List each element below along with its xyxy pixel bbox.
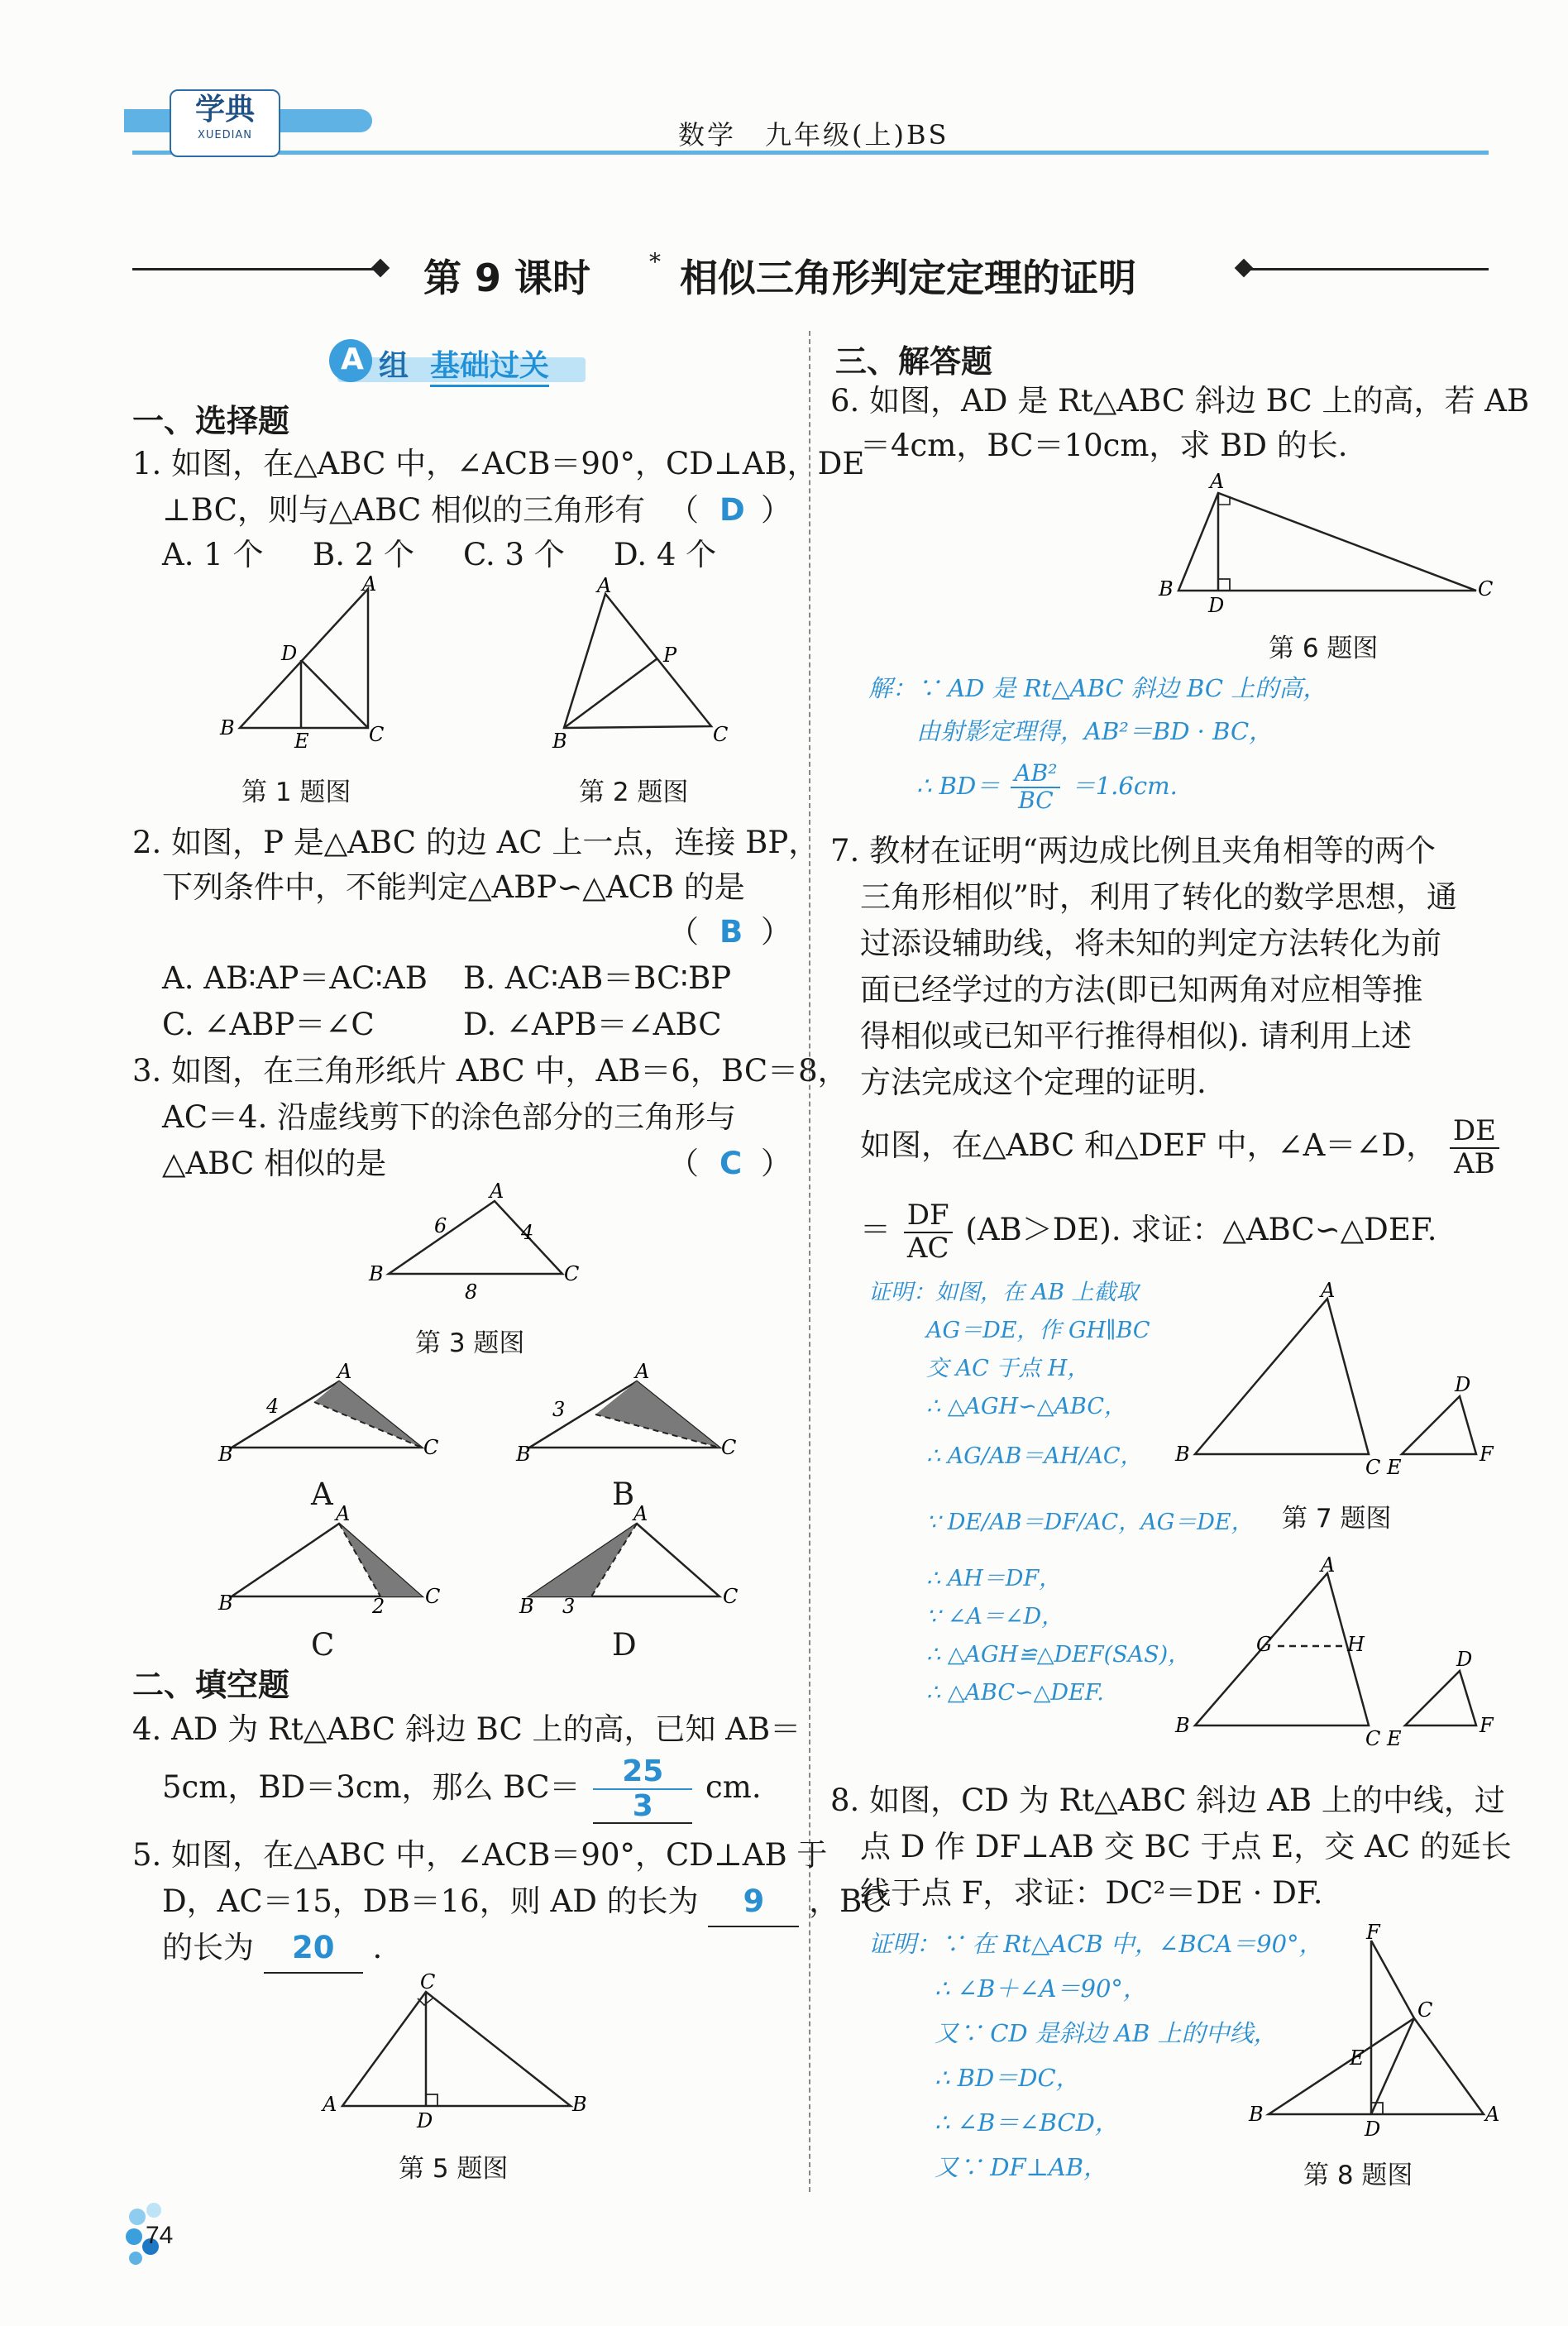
group-badge	[329, 339, 586, 387]
q7-given-line1	[860, 1108, 1503, 1183]
q7-triangle-def	[1402, 1396, 1476, 1454]
svg-text:C: C	[1365, 1456, 1381, 1479]
q7-proof-line5: ∴ AG/AB＝AH/AC，	[926, 1443, 1143, 1469]
svg-text:H: H	[1347, 1633, 1365, 1656]
figure-q7-lower	[1170, 1555, 1501, 1754]
q6-solution-result: ＝1.6cm.	[1071, 772, 1178, 800]
svg-text:C: C	[425, 1585, 441, 1608]
svg-text:D: D	[1456, 1648, 1473, 1671]
figure-q3	[364, 1180, 595, 1307]
q3-option-c-figure	[215, 1502, 447, 1618]
q3-option-b-shade	[595, 1381, 719, 1448]
q8-triangle-abc	[1269, 2018, 1484, 2114]
svg-text:D: D	[1208, 594, 1225, 617]
q6-line2: ＝4cm，BC＝10cm，求 BD 的长.	[860, 428, 1348, 463]
q3-label-bc: 8	[465, 1280, 478, 1304]
svg-text:P: P	[663, 644, 677, 667]
q8-proof-line5: ∴ ∠B＝∠BCD，	[935, 2108, 1119, 2137]
q1-option-c: C. 3 个	[463, 537, 565, 572]
q7-line6: 方法完成这个定理的证明.	[860, 1065, 1207, 1100]
q4-line2	[162, 1755, 762, 1824]
section-answer: 三、解答题	[835, 343, 993, 380]
q7-proof-line3: 交 AC 于点 H，	[926, 1356, 1090, 1381]
q7-given-line2	[860, 1193, 1437, 1267]
svg-text:C: C	[1478, 577, 1494, 601]
svg-text:A: A	[635, 1360, 650, 1383]
q3-option-d-letter: D	[612, 1627, 637, 1663]
q7-proof-line8: ∵ ∠A＝∠D，	[926, 1604, 1064, 1630]
q7-proof-line2: AG＝DE，作 GH∥BC	[926, 1318, 1150, 1343]
q8-proof-line3: 又∵ CD 是斜边 AB 上的中线，	[935, 2019, 1278, 2047]
q5-line2-tail: ，BC	[809, 1883, 887, 1919]
q3-line1: 3. 如图，在三角形纸片 ABC 中，AB＝6，BC＝8，	[132, 1053, 849, 1089]
q3-figure-caption: 第 3 题图	[415, 1328, 525, 1358]
q6-solution-fraction	[1011, 761, 1060, 814]
figure-q8	[1249, 1921, 1500, 2142]
svg-text:A: A	[337, 1360, 352, 1383]
svg-text:C: C	[369, 723, 385, 746]
q1-option-a: A. 1 个	[162, 537, 264, 572]
q3-paren-r: ）	[761, 1146, 791, 1181]
q8-line3: 线于点 F，求证：DC²＝DE · DF.	[860, 1875, 1323, 1911]
svg-text:B: B	[1175, 1714, 1190, 1737]
svg-text:A: A	[362, 572, 377, 596]
q6-solution-prefix: ∴ BD＝	[916, 772, 1001, 800]
group-badge-letter: A	[341, 342, 364, 376]
q7-figure-caption: 第 7 题图	[1282, 1504, 1392, 1534]
q5-line3-tail: .	[372, 1930, 383, 1965]
q3-line3: △ABC 相似的是	[162, 1146, 387, 1181]
q4-answer-num: 25	[593, 1755, 692, 1790]
svg-text:E: E	[294, 730, 309, 753]
q7-given-eq: ＝	[860, 1212, 891, 1247]
q3-option-a-letter: A	[311, 1476, 333, 1512]
q7-line4: 面已经学过的方法(即已知两角对应相等推	[860, 972, 1423, 1007]
title-diamond-left	[371, 259, 390, 278]
q2-option-d: D. ∠APB＝∠ABC	[463, 1007, 722, 1042]
q5-line1: 5. 如图，在△ABC 中，∠ACB＝90°，CD⊥AB 于	[132, 1837, 828, 1873]
section-choice: 一、选择题	[132, 403, 290, 439]
svg-text:F: F	[1480, 1443, 1494, 1466]
svg-text:D: D	[1365, 2118, 1381, 2141]
q1-answer: D	[719, 492, 745, 528]
svg-text:A: A	[1321, 1279, 1336, 1302]
q4-answer-den: 3	[632, 1788, 653, 1823]
brand-cn: 学典	[194, 93, 255, 127]
q7-given-tail: (AB＞DE). 求证：△ABC∽△DEF.	[965, 1212, 1437, 1247]
q7-given-fraction-1	[1450, 1116, 1499, 1180]
svg-text:E: E	[1350, 2046, 1365, 2070]
q5-line2	[162, 1878, 886, 1927]
svg-text:D: D	[281, 642, 298, 665]
figure-q5	[314, 1970, 595, 2132]
lesson-star: *	[649, 248, 661, 275]
svg-text:C: C	[564, 1262, 580, 1285]
brand-en: XUEDIAN	[197, 129, 253, 141]
svg-text:A: A	[336, 1502, 351, 1525]
q6-triangle-abc	[1178, 493, 1476, 591]
page-number: 74	[146, 2222, 174, 2249]
q3-option-b-figure	[513, 1360, 744, 1466]
q2-option-c: C. ∠ABP＝∠C	[162, 1007, 375, 1042]
svg-text:A: A	[1485, 2103, 1500, 2126]
svg-text:C: C	[423, 1436, 439, 1459]
svg-text:F: F	[1366, 1921, 1380, 1944]
q2-paren-r: ）	[761, 914, 791, 950]
svg-text:A: A	[1210, 470, 1225, 493]
q5-answer-bc: 20	[264, 1924, 363, 1974]
figure-q6	[1154, 470, 1501, 619]
q8-proof-line2: ∴ ∠B＋∠A＝90°，	[935, 1974, 1147, 2003]
q7-proof-line1: 证明：如图，在 AB 上截取	[868, 1280, 1139, 1305]
q5-line3-text: 的长为	[162, 1930, 254, 1965]
svg-text:A: A	[323, 2093, 337, 2116]
q7-line2: 三角形相似”时，利用了转化的数学思想，通	[860, 879, 1457, 915]
q8-line2: 点 D 作 DF⊥AB 交 BC 于点 E，交 AC 的延长	[860, 1829, 1512, 1864]
lesson-title: 相似三角形判定定理的证明	[680, 256, 1136, 300]
svg-text:B: B	[1159, 577, 1174, 601]
q4-line2-text: 5cm，BD＝3cm，那么 BC＝	[162, 1769, 581, 1806]
q7-given-num-2: DF	[904, 1200, 953, 1232]
title-rule-right	[1249, 268, 1489, 270]
q7-line3: 过添设辅助线，将未知的判定方法转化为前	[860, 926, 1441, 961]
svg-text:F: F	[1480, 1714, 1494, 1737]
q3-option-c-letter: C	[311, 1627, 335, 1663]
svg-text:B: B	[519, 1595, 534, 1618]
svg-text:B: B	[218, 1443, 233, 1466]
q6-line1: 6. 如图，AD 是 Rt△ABC 斜边 BC 上的高，若 AB	[830, 383, 1530, 419]
q6-solution-den: BC	[1018, 787, 1054, 814]
q2-triangle-abc	[564, 594, 711, 728]
svg-text:C: C	[721, 1436, 737, 1459]
q1-segment-cd	[301, 660, 368, 728]
q7-given-den-2: AC	[906, 1231, 949, 1265]
svg-text:G: G	[1256, 1633, 1273, 1656]
q2-option-b: B. AC∶AB＝BC∶BP	[463, 960, 732, 996]
svg-text:A: A	[597, 574, 612, 597]
q3-option-d-num: 3	[562, 1595, 576, 1618]
svg-text:D: D	[1455, 1373, 1471, 1396]
q3-paren-l: （	[668, 1146, 699, 1181]
q8-figure-caption: 第 8 题图	[1303, 2161, 1413, 2190]
q5-answer-ad: 9	[708, 1878, 799, 1927]
q2-segment-bp	[564, 658, 657, 728]
figure-q2	[546, 574, 736, 753]
svg-text:B: B	[1175, 1443, 1190, 1466]
q7-proof-line6: ∵ DE/AB＝DF/AC，AG＝DE，	[926, 1510, 1254, 1535]
q7-line1: 7. 教材在证明“两边成比例且夹角相等的两个	[830, 833, 1436, 869]
q5-triangle-abc	[342, 1992, 571, 2106]
q1-figure-caption: 第 1 题图	[241, 778, 351, 807]
q8-line1: 8. 如图，CD 为 Rt△ABC 斜边 AB 上的中线，过	[830, 1783, 1505, 1818]
lesson-number: 第 9 课时	[423, 256, 591, 300]
q3-option-d-figure	[513, 1502, 744, 1618]
q3-option-c-num: 2	[372, 1595, 385, 1618]
q7-given-fraction-2	[904, 1200, 953, 1264]
q7-given-den-1: AB	[1454, 1146, 1495, 1180]
q3-option-a-shade	[314, 1381, 422, 1448]
q5-line3	[162, 1924, 382, 1974]
svg-text:B: B	[1249, 2103, 1264, 2126]
q8-segment-fc	[1371, 1941, 1414, 2018]
figure-q7-upper	[1170, 1280, 1501, 1479]
q2-paren-l: （	[668, 914, 699, 950]
q1-line2: ⊥BC，则与△ABC 相似的三角形有	[162, 492, 646, 528]
q3-option-a-num: 4	[266, 1395, 280, 1418]
q7-proof-line7: ∴ AH＝DF，	[926, 1566, 1062, 1591]
q7-proof-line4: ∴ △AGH∽△ABC，	[926, 1394, 1127, 1419]
svg-text:C: C	[1417, 1998, 1433, 2022]
svg-text:B: B	[220, 716, 235, 739]
q6-figure-caption: 第 6 题图	[1269, 634, 1379, 663]
q3-option-b-num: 3	[552, 1398, 566, 1421]
q2-answer: B	[719, 914, 743, 950]
svg-text:B: B	[552, 730, 567, 753]
svg-text:E: E	[1387, 1456, 1402, 1479]
q2-option-a: A. AB∶AP＝AC∶AB	[162, 960, 428, 996]
figure-q1	[215, 572, 397, 753]
svg-text:C: C	[420, 1970, 436, 1993]
q7-proof-line10: ∴ △ABC∽△DEF.	[926, 1680, 1104, 1706]
svg-text:B: B	[218, 1591, 233, 1615]
q3-option-a-figure	[215, 1360, 447, 1466]
q2-figure-caption: 第 2 题图	[579, 778, 689, 807]
q3-answer: C	[719, 1146, 743, 1181]
q1-option-d: D. 4 个	[614, 537, 717, 572]
q1-paren-l: （	[668, 492, 699, 528]
q1-option-b: B. 2 个	[313, 537, 415, 572]
svg-text:A: A	[633, 1502, 648, 1525]
q4-line1: 4. AD 为 Rt△ABC 斜边 BC 上的高，已知 AB＝	[132, 1711, 801, 1747]
q2-line2: 下列条件中，不能判定△ABP∽△ACB 的是	[162, 869, 745, 905]
header-subject: 数学 九年级(上)BS	[678, 119, 949, 151]
q3-label-ab: 6	[434, 1214, 447, 1237]
q1-line1: 1. 如图，在△ABC 中，∠ACB＝90°，CD⊥AB，DE	[132, 446, 865, 481]
svg-text:C: C	[1365, 1727, 1381, 1750]
title-rule-left	[132, 268, 380, 270]
svg-text:D: D	[417, 2109, 433, 2132]
svg-text:B: B	[572, 2093, 587, 2116]
q3-label-ac: 4	[521, 1221, 534, 1244]
svg-text:C: C	[713, 723, 729, 746]
q3-option-b-letter: B	[612, 1476, 635, 1512]
q7-lower-triangle-abc	[1195, 1573, 1369, 1725]
q5-line2-text: D，AC＝15，DB＝16，则 AD 的长为	[162, 1883, 699, 1919]
section-fill: 二、填空题	[132, 1667, 290, 1703]
group-label: 基础过关	[430, 342, 549, 387]
q5-figure-caption: 第 5 题图	[399, 2154, 509, 2184]
q7-given-text: 如图，在△ABC 和△DEF 中，∠A＝∠D，	[860, 1127, 1437, 1163]
q7-lower-triangle-def	[1405, 1671, 1476, 1725]
q8-proof-line6: 又∵ DF⊥AB，	[935, 2153, 1108, 2181]
q2-line1: 2. 如图，P 是△ABC 的边 AC 上一点，连接 BP，	[132, 825, 820, 860]
svg-text:E: E	[1387, 1727, 1402, 1750]
q6-solution-num: AB²	[1011, 761, 1060, 788]
q7-triangle-abc	[1195, 1299, 1369, 1454]
svg-text:A: A	[490, 1180, 504, 1203]
q8-proof-line4: ∴ BD＝DC，	[935, 2064, 1080, 2092]
q7-given-num-1: DE	[1450, 1116, 1499, 1148]
svg-text:B: B	[516, 1443, 531, 1466]
q6-solution-line2: 由射影定理得，AB²＝BD · BC，	[916, 717, 1274, 745]
q8-proof-line1: 证明：∵ 在 Rt△ACB 中，∠BCA＝90°，	[868, 1930, 1323, 1958]
q4-unit: cm.	[705, 1769, 762, 1806]
q7-line5: 得相似或已知平行推得相似). 请利用上述	[860, 1018, 1412, 1054]
q1-paren-r: ）	[761, 492, 791, 528]
svg-text:B: B	[369, 1262, 384, 1285]
q4-answer	[593, 1755, 692, 1824]
q7-proof-line9: ∴ △AGH≌△DEF(SAS)，	[926, 1642, 1191, 1668]
q6-solution-line1: 解：∵ AD 是 Rt△ABC 斜边 BC 上的高，	[868, 674, 1327, 702]
q3-line2: AC＝4. 沿虚线剪下的涂色部分的三角形与	[162, 1099, 737, 1135]
group-badge-suffix: 组	[379, 349, 409, 383]
q6-solution-line3	[916, 759, 1178, 814]
q3-triangle-abc	[389, 1201, 562, 1274]
svg-text:C: C	[723, 1585, 739, 1608]
brand-logo	[170, 89, 280, 157]
svg-text:A: A	[1321, 1553, 1336, 1577]
